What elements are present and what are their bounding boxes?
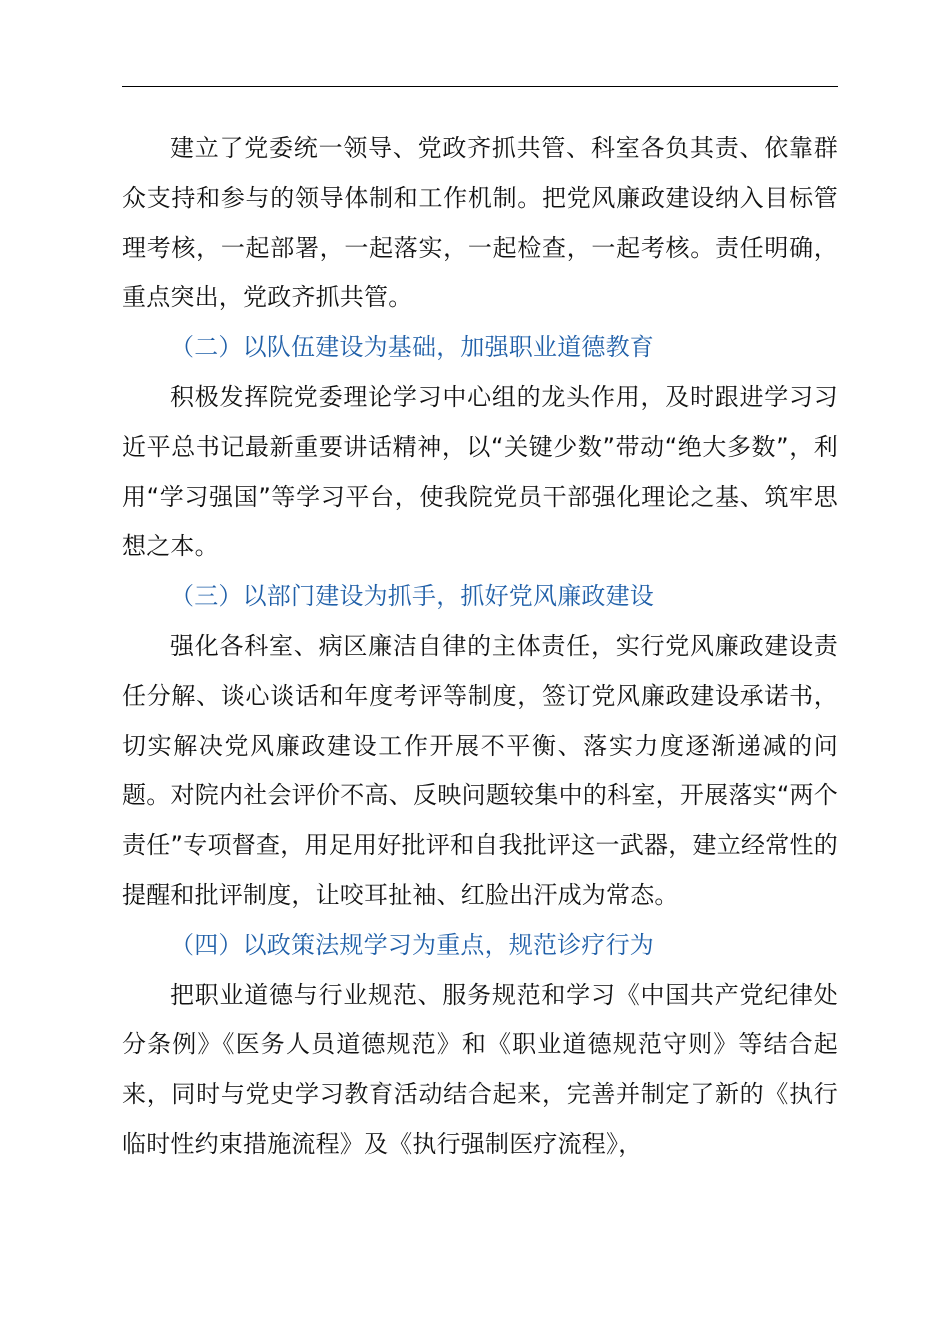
document-body (122, 124, 838, 1170)
section-heading-3: （三）以部门建设为抓手，抓好党风廉政建设 (170, 582, 654, 611)
section-heading-4: （四）以政策法规学习为重点，规范诊疗行为 (170, 930, 654, 959)
paragraph-policy-study: 把职业道德与行业规范、服务规范和学习《中国共产党纪律处分条例》《医务人员道德规范》和《职业道德规范守则》等结合起来，同时与党史学习教育活动结合起来，完善并制定了新的《执行临时性约束措施流程》及《执行强制医疗流程》， (122, 980, 838, 1158)
paragraph-leadership-system: 建立了党委统一领导、党政齐抓共管、科室各负其责、依靠群众支持和参与的领导体制和工作机制。把党风廉政建设纳入目标管理考核，一起部署，一起落实，一起检查，一起考核。责任明确，重点突出，党政齐抓共管。 (122, 134, 838, 312)
paragraph-theory-study: 积极发挥院党委理论学习中心组的龙头作用，及时跟进学习习近平总书记最新重要讲话精神，以“关键少数”带动“绝大多数”，利用“学习强国”等学习平台，使我院党员干部强化理论之基、筑牢思想之本。 (122, 382, 838, 561)
header-rule (122, 86, 838, 87)
paragraph-department-building: 强化各科室、病区廉洁自律的主体责任，实行党风廉政建设责任分解、谈心谈话和年度考评等制度，签订党风廉政建设承诺书，切实解决党风廉政建设工作开展不平衡、落实力度逐渐递减的问题。对院内社会评价不高、反映问题较集中的科室，开展落实“两个责任”专项督查，用足用好批评和自我批评这一武器，建立经常性的提醒和批评制度，让咬耳扯袖、红脸出汗成为常态。 (122, 631, 838, 909)
section-heading-2: （二）以队伍建设为基础，加强职业道德教育 (170, 333, 654, 362)
